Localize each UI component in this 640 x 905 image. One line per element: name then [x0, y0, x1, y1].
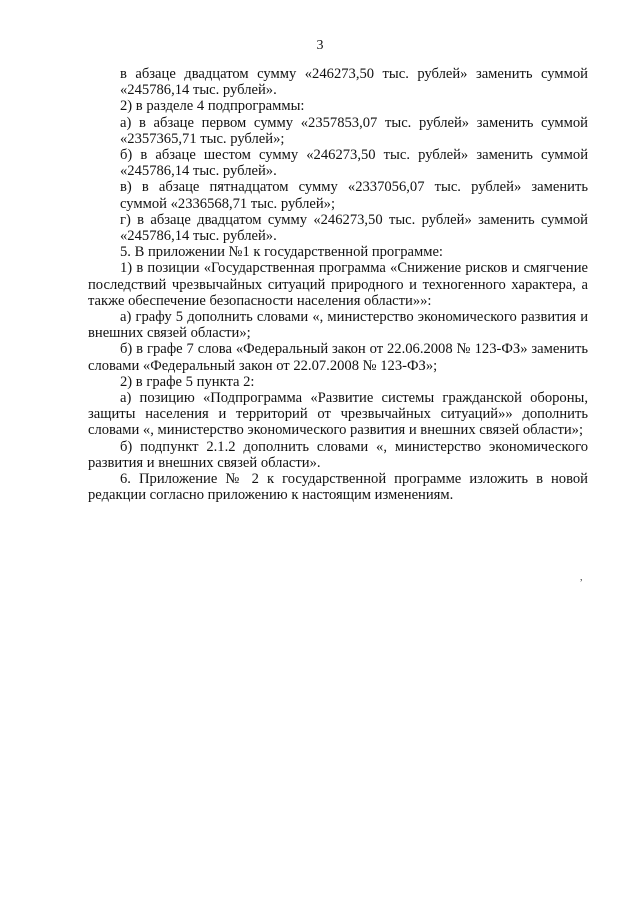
paragraph: [88, 179, 588, 211]
scan-mark: ,: [580, 572, 583, 583]
paragraph: 2) в графе 5 пункта 2:: [120, 373, 255, 390]
page-number: 3: [316, 38, 324, 53]
paragraph: 2) в разделе 4 подпрограммы:: [120, 98, 305, 115]
document-body: [88, 66, 588, 503]
paragraph: а) графу 5 дополнить словами «, министерство экономического развития и внешних связей области»;: [88, 309, 588, 342]
paragraph-line: суммой «2336568,71 тыс. рублей»;: [120, 195, 336, 212]
paragraph: [88, 66, 588, 98]
paragraph: а) позицию «Подпрограмма «Развитие системы гражданской обороны, защиты населения и территорий от чрезвычайных ситуаций»» дополнить словами «, министерство экономического развития и внешних связей области»;: [88, 390, 588, 439]
paragraph-line: б) в абзаце шестом сумму «246273,50 тыс. рублей» заменить суммой: [120, 147, 588, 164]
paragraph: [88, 115, 588, 147]
paragraph-line: г) в абзаце двадцатом сумму «246273,50 тыс. рублей» заменить суммой: [120, 211, 588, 228]
paragraph-line: «245786,14 тыс. рублей».: [120, 163, 277, 180]
paragraph-line: «245786,14 тыс. рублей».: [120, 82, 277, 99]
paragraph: 5. В приложении №1 к государственной программе:: [120, 244, 443, 261]
paragraph: б) подпункт 2.1.2 дополнить словами «, министерство экономического развития и внешних связей области».: [88, 438, 588, 471]
paragraph: [88, 212, 588, 244]
paragraph: [88, 147, 588, 179]
paragraph: 1) в позиции «Государственная программа «Снижение рисков и смягчение последствий чрезвычайных ситуаций природного и техногенного характера, а также обеспечение безопасности населения области»»:: [88, 260, 588, 309]
paragraph-line: в абзаце двадцатом сумму «246273,50 тыс. рублей» заменить суммой: [120, 66, 588, 82]
paragraph-line: «2357365,71 тыс. рублей»;: [120, 130, 285, 147]
paragraph: 6. Приложение № 2 к государственной программе изложить в новой редакции согласно приложению к настоящим изменениям.: [88, 471, 588, 504]
paragraph-line: «245786,14 тыс. рублей».: [120, 228, 277, 245]
paragraph-line: а) в абзаце первом сумму «2357853,07 тыс. рублей» заменить суммой: [120, 114, 588, 131]
paragraph-line: в) в абзаце пятнадцатом сумму «2337056,07 тыс. рублей» заменить: [120, 179, 588, 196]
paragraph: б) в графе 7 слова «Федеральный закон от 22.06.2008 № 123-ФЗ» заменить словами «Федеральный закон от 22.07.2008 № 123-ФЗ»;: [88, 341, 588, 374]
